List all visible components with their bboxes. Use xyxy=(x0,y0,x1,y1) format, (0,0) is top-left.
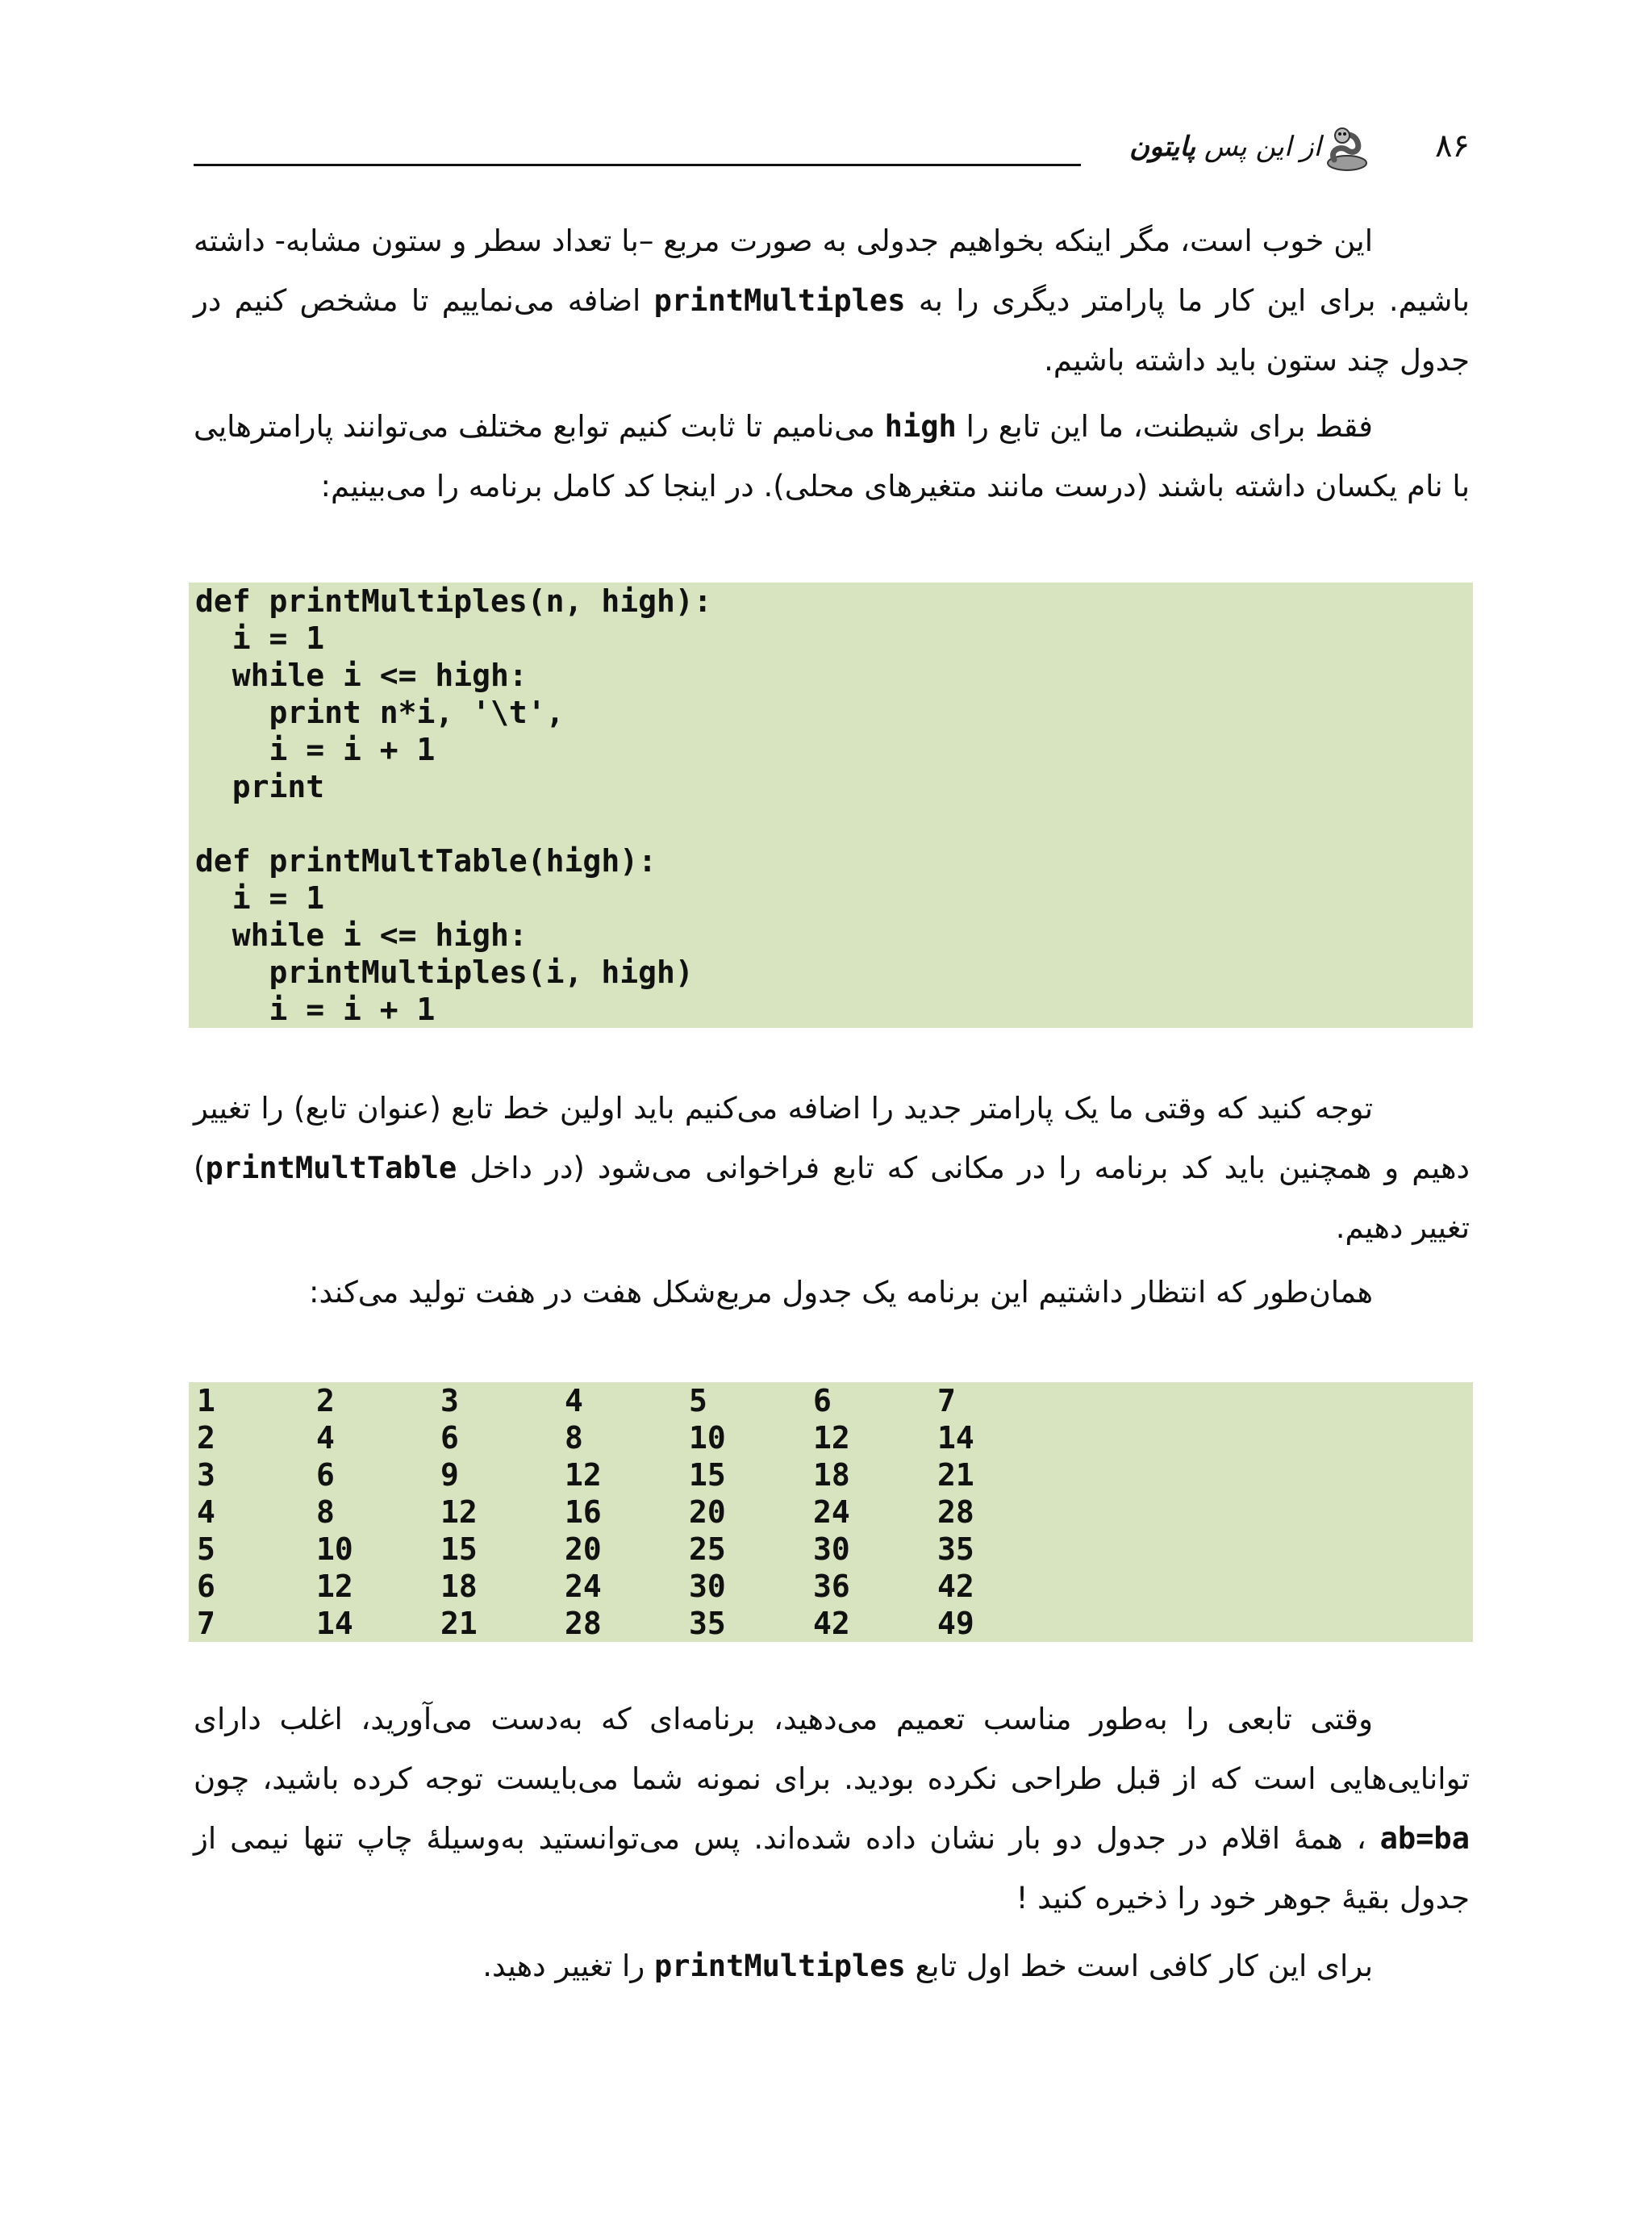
table-cell: 18 xyxy=(440,1569,478,1604)
paragraph-6-code: printMultiples xyxy=(653,1949,906,1983)
book-title-prefix: از این پس xyxy=(1204,131,1321,163)
paragraph-6-text-after: را تغییر دهید. xyxy=(482,1949,654,1983)
paragraph-2-text-after: می‌نامیم تا ثابت کنیم توابع مختلف می‌توانند پارامترهایی با نام یکسان داشته باشند (درست مانند متغیرهای محلی). در اینجا کد کامل برنامه را می‌بینیم: xyxy=(194,409,1470,503)
page-header xyxy=(194,121,1470,169)
output-table xyxy=(189,1382,1473,1642)
paragraph-2-text: فقط برای شیطنت، ما این تابع را xyxy=(956,409,1373,444)
book-title-bold: پایتون xyxy=(1129,131,1196,163)
paragraph-1 xyxy=(194,211,1470,391)
code-line: i = 1 xyxy=(195,620,325,656)
table-cell: 30 xyxy=(689,1569,726,1604)
paragraph-3 xyxy=(194,1079,1470,1258)
table-cell: 2 xyxy=(197,1420,215,1456)
table-cell: 30 xyxy=(813,1531,850,1567)
paragraph-5-code: ab=ba xyxy=(1379,1821,1470,1856)
table-cell: 3 xyxy=(197,1457,215,1493)
table-cell: 3 xyxy=(440,1383,459,1418)
paragraph-3-text-after: ) تغییر دهیم. xyxy=(194,1151,1470,1245)
table-cell: 42 xyxy=(937,1569,974,1604)
table-cell: 25 xyxy=(689,1531,726,1567)
paragraph-4-text: همان‌طور که انتظار داشتیم این برنامه یک جدول مربع‌شکل هفت در هفت تولید می‌کند: xyxy=(309,1275,1373,1310)
paragraph-6 xyxy=(194,1936,1470,1996)
table-cell: 24 xyxy=(813,1494,850,1530)
code-line: def printMultTable(high): xyxy=(195,843,657,879)
table-cell: 15 xyxy=(689,1457,726,1493)
code-line: i = 1 xyxy=(195,880,325,916)
table-cell: 1 xyxy=(197,1383,215,1418)
table-cell: 20 xyxy=(565,1531,602,1567)
paragraph-5 xyxy=(194,1690,1470,1928)
table-cell: 21 xyxy=(937,1457,974,1493)
paragraph-3-text: توجه کنید که وقتی ما یک پارامتر جدید را اضافه می‌کنیم باید اولین خط تابع (عنوان تابع) را تغییر دهیم و همچنین باید کد برنامه را در مکانی که تابع فراخوانی می‌شود (در داخل xyxy=(194,1091,1470,1185)
table-cell: 8 xyxy=(316,1494,335,1530)
paragraph-2-code: high xyxy=(884,409,957,444)
table-cell: 10 xyxy=(689,1420,726,1456)
table-cell: 5 xyxy=(197,1531,215,1567)
table-cell: 35 xyxy=(689,1606,726,1641)
code-line: print xyxy=(195,769,325,804)
table-cell: 7 xyxy=(197,1606,215,1641)
paragraph-3-code: printMultTable xyxy=(205,1151,457,1185)
table-cell: 2 xyxy=(316,1383,335,1418)
table-cell: 35 xyxy=(937,1531,974,1567)
paragraph-1-text: این خوب است، مگر اینکه بخواهیم جدولی به صورت مربع –با تعداد سطر و ستون مشابه- داشته باشیم. برای این کار ما پارامتر دیگری را به xyxy=(194,224,1470,318)
table-cell: 28 xyxy=(565,1606,602,1641)
table-cell: 12 xyxy=(565,1457,602,1493)
paragraph-6-text: برای این کار کافی است خط اول تابع xyxy=(905,1949,1373,1983)
table-cell: 36 xyxy=(813,1569,850,1604)
table-row xyxy=(189,1382,1473,1419)
table-cell: 42 xyxy=(813,1606,850,1641)
table-row xyxy=(189,1568,1473,1605)
code-block xyxy=(189,583,1473,1028)
table-cell: 4 xyxy=(316,1420,335,1456)
code-line: i = i + 1 xyxy=(195,732,436,767)
table-cell: 15 xyxy=(440,1531,478,1567)
paragraph-2 xyxy=(194,397,1470,516)
table-cell: 6 xyxy=(197,1569,215,1604)
table-cell: 49 xyxy=(937,1606,974,1641)
table-cell: 6 xyxy=(440,1420,459,1456)
code-line: i = i + 1 xyxy=(195,992,436,1027)
paragraph-5-text-after: ، همهٔ اقلام در جدول دو بار نشان داده شده‌اند. پس می‌توانستید به‌وسیلهٔ چاپ تنها نیمی از جدول بقیهٔ جوهر خود را ذخیره کنید ! xyxy=(194,1821,1470,1915)
table-cell: 24 xyxy=(565,1569,602,1604)
table-cell: 12 xyxy=(316,1569,353,1604)
table-row xyxy=(189,1493,1473,1531)
code-line: def printMultiples(n, high): xyxy=(195,583,712,619)
table-cell: 10 xyxy=(316,1531,353,1567)
code-line: print n*i, '\t', xyxy=(195,695,565,730)
table-row xyxy=(189,1419,1473,1456)
book-title xyxy=(1103,131,1321,163)
code-line xyxy=(189,805,1473,842)
paragraph-4 xyxy=(194,1263,1470,1322)
table-cell: 28 xyxy=(937,1494,974,1530)
paragraph-1-code: printMultiples xyxy=(653,283,906,318)
table-cell: 12 xyxy=(813,1420,850,1456)
table-cell: 4 xyxy=(565,1383,583,1418)
table-cell: 5 xyxy=(689,1383,707,1418)
table-cell: 21 xyxy=(440,1606,478,1641)
table-cell: 7 xyxy=(937,1383,956,1418)
table-row xyxy=(189,1605,1473,1642)
table-cell: 14 xyxy=(937,1420,974,1456)
code-line: while i <= high: xyxy=(195,658,528,693)
table-cell: 8 xyxy=(565,1420,583,1456)
header-rule xyxy=(194,164,1081,166)
code-line: printMultiples(i, high) xyxy=(195,955,694,990)
snake-icon xyxy=(1323,123,1375,174)
table-cell: 9 xyxy=(440,1457,459,1493)
table-cell: 20 xyxy=(689,1494,726,1530)
table-cell: 18 xyxy=(813,1457,850,1493)
table-cell: 12 xyxy=(440,1494,478,1530)
paragraph-5-text: وقتی تابعی را به‌طور مناسب تعمیم می‌دهید، برنامه‌ای که به‌دست می‌آورید، اغلب دارای توانایی‌هایی است که از قبل طراحی نکرده بودید. برای نمونه شما می‌بایست توجه کرده باشید، چون xyxy=(194,1702,1470,1796)
table-row xyxy=(189,1456,1473,1493)
paragraph-1-text-after: اضافه می‌نماییم تا مشخص کنیم در جدول چند ستون باید داشته باشیم. xyxy=(194,283,1470,378)
table-cell: 16 xyxy=(565,1494,602,1530)
table-row xyxy=(189,1531,1473,1568)
table-cell: 6 xyxy=(813,1383,832,1418)
code-line: while i <= high: xyxy=(195,917,528,953)
page-number: ۸۶ xyxy=(1435,127,1470,165)
table-cell: 14 xyxy=(316,1606,353,1641)
table-cell: 4 xyxy=(197,1494,215,1530)
table-cell: 6 xyxy=(316,1457,335,1493)
